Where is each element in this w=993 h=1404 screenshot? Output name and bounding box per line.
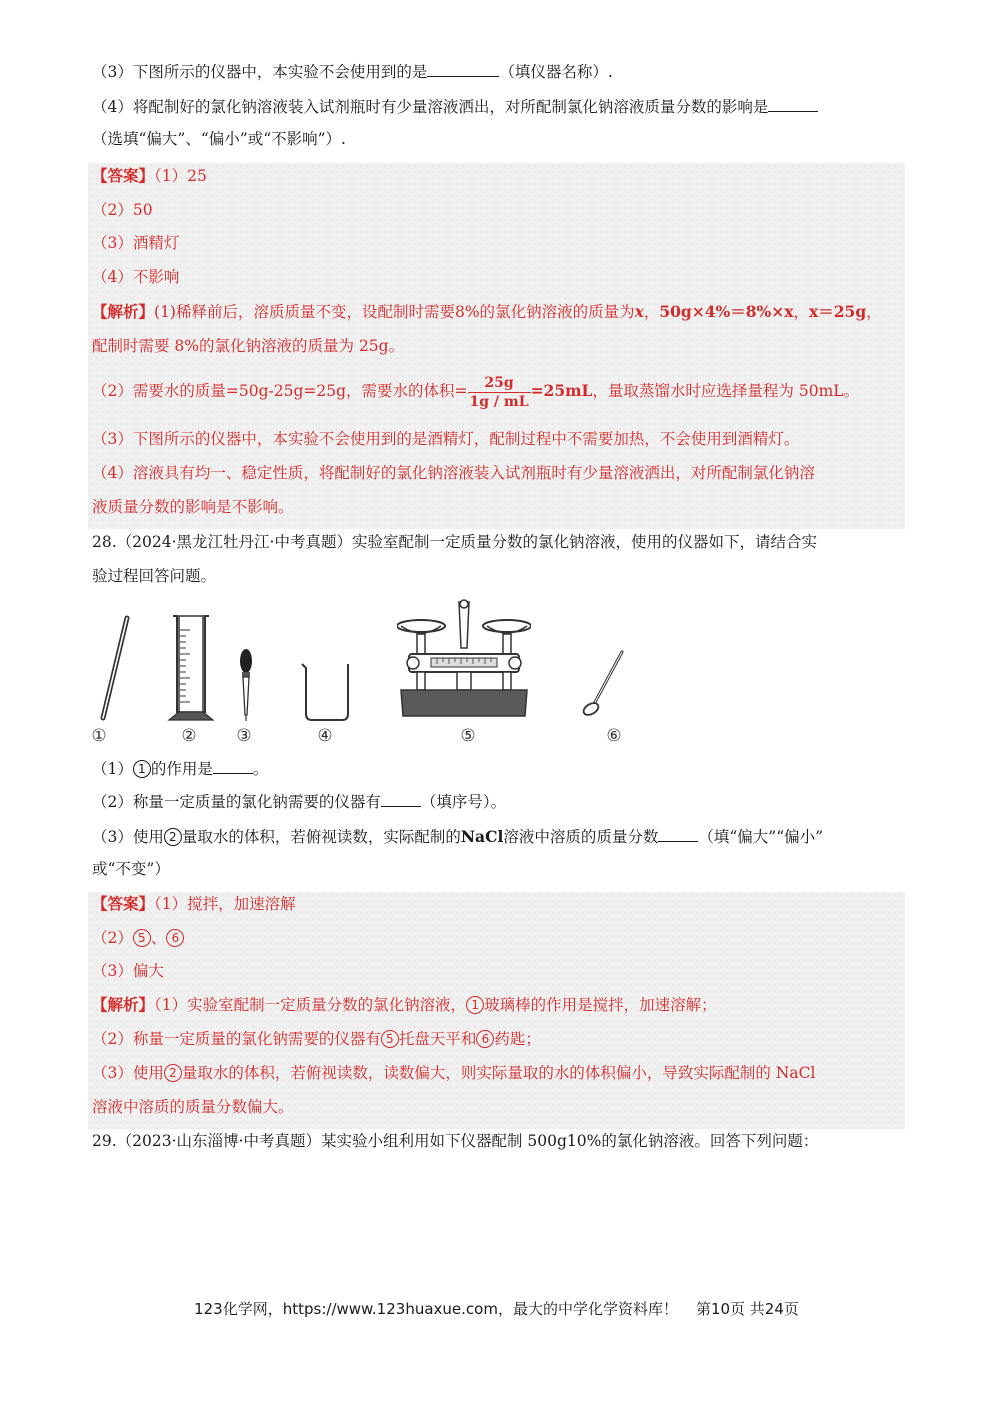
ans27-analysis-1	[92, 300, 901, 324]
q27-part4	[92, 94, 901, 119]
label-instrument-3: ③	[236, 726, 252, 746]
analysis-text: （1）实验室配制一定质量分数的氯化钠溶液，	[154, 996, 467, 1014]
label-instrument-4: ④	[317, 726, 333, 746]
separator: ，	[793, 303, 810, 321]
analysis-text: (1)稀释前后，溶质质量不变，设配制时需要8%的氯化钠溶液的质量为	[154, 303, 635, 321]
ans27-answer-1	[92, 164, 901, 188]
q28-part1	[92, 756, 901, 781]
page-number: 第10页 共24页	[695, 1300, 799, 1318]
part-number: （1）	[92, 760, 133, 778]
q27-part4-text: （4）将配制好的氯化钠溶液装入试剂瓶时有少量溶液洒出，对所配制氯化钠溶液质量分数的影响是	[92, 98, 769, 116]
ans28-answer-3: （3）偏大	[92, 962, 164, 980]
balance-scale-icon	[397, 598, 531, 724]
ans28-analysis-2	[92, 1027, 901, 1051]
ans28-analysis-3-cont: 溶液中溶质的质量分数偏大。	[92, 1098, 294, 1116]
q28-part3-text: 溶液中溶质的质量分数	[503, 828, 659, 846]
answer-text: （1）搅拌，加速溶解	[154, 895, 296, 913]
ans27-answer-3: （3）酒精灯	[92, 234, 180, 252]
circled-number: 2	[164, 828, 182, 846]
ans27-analysis-3: （3）下图所示的仪器中，本实验不会使用到的是酒精灯，配制过程中不需要加热，不会使用到酒精灯。	[92, 430, 800, 448]
answer-text: （1）25	[154, 167, 207, 185]
label-instrument-5: ⑤	[460, 726, 476, 746]
ans28-analysis-3	[92, 1061, 901, 1085]
analysis-text: 量取水的体积，若俯视读数，读数偏大，则实际量取的水的体积偏小，导致实际配制的 NaCl	[181, 1064, 816, 1082]
q28-part1-text: 的作用是	[150, 760, 213, 778]
math-equation: 50g×4%＝8%×x	[659, 302, 794, 321]
fraction-numerator: 25g	[468, 374, 531, 393]
q28-part2-suffix: （填序号）。	[420, 793, 507, 811]
q28-stem: 28.（2024·黑龙江牡丹江·中考真题）实验室配制一定质量分数的氯化钠溶液，使用的仪器如下，请结合实	[92, 533, 817, 551]
circled-number: 1	[466, 996, 484, 1014]
ans27-analysis-4: （4）溶液具有均一、稳定性质，将配制好的氯化钠溶液装入试剂瓶时有少量溶液洒出，对所配制氯化钠溶	[92, 464, 815, 482]
footer-text: 123化学网，https://www.123huaxue.com，最大的中学化学资料库！	[194, 1300, 678, 1318]
q29-stem: 29.（2023·山东淄博·中考真题）某实验小组利用如下仪器配制 500g10%的氯化钠溶液。回答下列问题：	[92, 1132, 819, 1150]
graduated-cylinder-icon	[163, 612, 217, 724]
q28-part3	[92, 824, 901, 849]
math-variable: x	[634, 302, 644, 321]
analysis-text: （2）称量一定质量的氯化钠需要的仪器有	[92, 1030, 381, 1048]
ans27-analysis-2	[92, 368, 901, 414]
part-number: （3）使用	[92, 828, 164, 846]
analysis-tag: 【解析】	[92, 302, 155, 321]
separator: 。	[252, 760, 269, 778]
q28-stem-cont: 验过程回答问题。	[92, 567, 217, 585]
page-footer	[0, 1298, 993, 1319]
answer-blank[interactable]	[768, 94, 818, 112]
answer-tag: 【答案】	[92, 894, 155, 913]
glass-rod-icon	[95, 612, 135, 724]
analysis-text: 托盘天平和	[398, 1030, 477, 1048]
circled-number: 2	[164, 1064, 182, 1082]
ans28-answer-1	[92, 892, 901, 916]
circled-number: 1	[133, 760, 151, 778]
q28-part3-cont: 或“不变”）	[92, 860, 170, 878]
q28-part3-suffix: （填“偏大”“偏小”	[698, 828, 824, 846]
answer-blank[interactable]	[213, 756, 253, 774]
q27-part4-cont: （选填“偏大”、“偏小”或“不影响”）.	[92, 130, 346, 148]
q27-part3-suffix: （填仪器名称）.	[499, 63, 613, 81]
ans27-answer-4: （4）不影响	[92, 268, 180, 286]
label-instrument-6: ⑥	[606, 726, 622, 746]
q28-part2-text: （2）称量一定质量的氯化钠需要的仪器有	[92, 793, 381, 811]
label-instrument-1: ①	[91, 726, 107, 746]
math-equation: x＝25g	[809, 302, 867, 321]
ans28-analysis-1	[92, 993, 901, 1017]
ans27-analysis-1-cont: 配制时需要 8%的氯化钠溶液的质量为 25g。	[92, 337, 405, 355]
analysis-text: 药匙；	[494, 1030, 541, 1048]
q27-part3	[92, 59, 901, 84]
volume-fraction	[468, 374, 531, 411]
part-number: （2）	[92, 929, 133, 947]
q27-part3-text: （3）下图所示的仪器中，本实验不会使用到的是	[92, 63, 428, 81]
ans28-answer-2	[92, 926, 901, 950]
separator: 、	[150, 929, 167, 947]
chemical-formula: NaCl	[460, 827, 504, 846]
answer-blank[interactable]	[427, 59, 499, 77]
beaker-icon	[298, 660, 354, 724]
analysis-text: ，量取蒸馏水时应选择量程为 50mL。	[592, 382, 860, 400]
analysis-text: 玻璃棒的作用是搅拌，加速溶解；	[484, 996, 717, 1014]
circled-number: 5	[381, 1030, 399, 1048]
analysis-text: （3）使用	[92, 1064, 164, 1082]
spatula-icon	[580, 648, 628, 720]
answer-blank[interactable]	[381, 789, 421, 807]
q28-part2	[92, 789, 901, 814]
separator: ，	[866, 303, 882, 321]
answer-tag: 【答案】	[92, 166, 155, 185]
ans27-answer-2: （2）50	[92, 201, 153, 219]
answer-blank[interactable]	[658, 824, 698, 842]
label-instrument-2: ②	[181, 726, 197, 746]
separator: ，	[643, 303, 660, 321]
fraction-denominator: 1g / mL	[469, 393, 529, 410]
circled-number: 5	[133, 929, 151, 947]
math-result: =25mL	[530, 381, 593, 400]
q28-part3-text: 量取水的体积，若俯视读数，实际配制的	[181, 828, 461, 846]
ans27-analysis-4-cont: 液质量分数的影响是不影响。	[92, 498, 294, 516]
analysis-text: （2）需要水的质量=50g-25g=25g，需要水的体积=	[92, 382, 468, 400]
analysis-tag: 【解析】	[92, 995, 155, 1014]
dropper-icon	[232, 645, 260, 725]
circled-number: 6	[166, 929, 184, 947]
circled-number: 6	[476, 1030, 494, 1048]
